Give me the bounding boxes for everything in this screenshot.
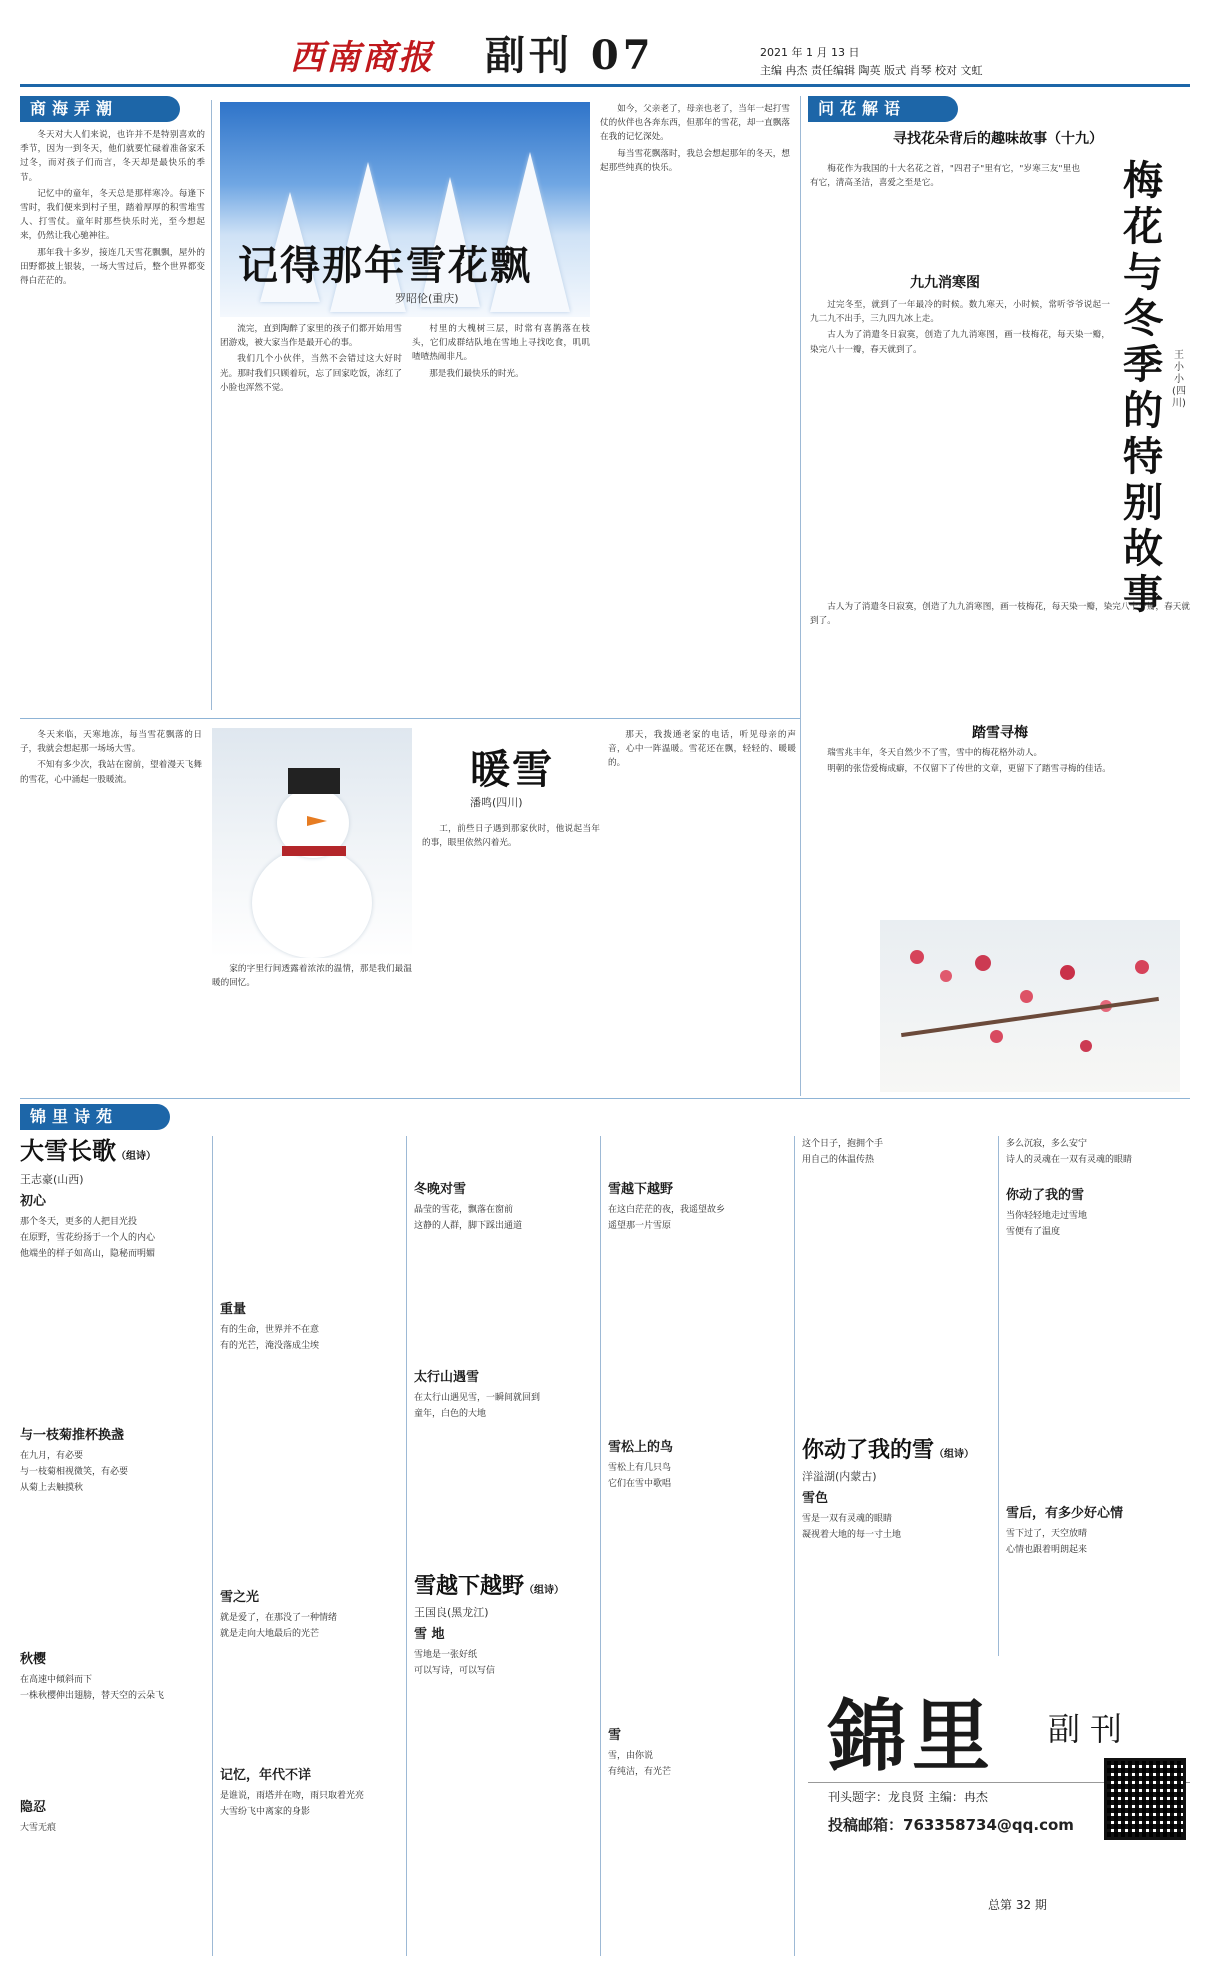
article3-sub2-text: 瑞雪兆丰年，冬天自然少不了雪，雪中的梅花格外动人。 明朝的张岱爱梅成癖，不仅留下了传世的文章，更留下了踏雪寻梅的佳话。 — [827, 748, 1111, 775]
issue-date: 2021 年 1 月 13 日 — [760, 46, 860, 59]
article2-col1: 冬天来临，天寒地冻，每当雪花飘落的日子，我就会想起那一场场大雪。 不知有多少次，我站在窗前，望着漫天飞舞的雪花，心中涌起一股暖流。 — [20, 730, 202, 785]
page-number: 副刊 07 — [485, 32, 655, 79]
poem-col-5: 这个日子，抱拥个手 用自己的体温传热 你动了我的雪（组诗） 洋溢湖(内蒙古) 雪色 雪是一双有灵魂的眼睛 凝视着大地的每一寸土地 — [802, 1136, 992, 1656]
poem1-title: 大雪长歌 — [20, 1136, 116, 1165]
article3-title: 梅花与冬季的特别故事 — [1123, 157, 1163, 618]
brand-box — [808, 1664, 1190, 1914]
section-head-shanghai: 商海弄潮 — [20, 96, 180, 122]
poem-col-2: 重量 有的生命，世界并不在意 有的光芒，淹没落成尘埃 雪之光 就是爱了，在那没了一种情绪 就是走向大地最后的光芒 记忆，年代不详 是谁说，雨塔并在吻，雨只取着光亮 大雪纷飞中离家的身影 — [220, 1302, 365, 1817]
poem-col-4: 雪越下越野 在这白茫茫的夜，我遥望故乡 遥望那一片雪原 雪松上的鸟 雪松上有几只鸟 它们在雪中歌唱 雪 雪，由你说 有纯洁，有光芒 — [608, 1182, 726, 1777]
brand-sub: 副刊 — [1048, 1710, 1133, 1748]
article3-sub1-text: 过完冬至，就到了一年最冷的时候。数九寒天，小时候，常听爷爷说起一九二九不出手，三九四九冰上走。 古人为了消遣冬日寂寞，创造了九九消寒图，画一枝梅花，每天染一瓣，染完八十一瓣，春天就到了。 — [810, 300, 1110, 355]
article1-col4: 如今，父亲老了，母亲也老了，当年一起打雪仗的伙伴也各奔东西，但那年的雪花，却一直飘落在我的记忆深处。 每当雪花飘落时，我总会想起那年的冬天，想起那些纯真的快乐。 — [600, 104, 790, 173]
email-line: 投稿邮箱：763358734@qq.com — [828, 1816, 1074, 1834]
article2-col2: 家的字里行间透露着浓浓的温情，那是我们最温暖的回忆。 — [212, 964, 412, 989]
article2-col4: 那天，我拨通老家的电话，听见母亲的声音，心中一阵温暖。雪花还在飘，轻轻的、暖暖的。 — [608, 730, 796, 769]
article2-col3: 工，前些日子遇到那家伙时，他说起当年的事，眼里依然闪着光。 — [422, 824, 600, 849]
poem-col-3: 冬晚对雪 晶莹的雪花，飘落在窗前 这静的人群，脚下踩出通道 太行山遇雪 在太行山遇见雪，一瞬间就回到 童年，白色的大地 雪越下越野（组诗） 王国良(黑龙江) 雪 地 雪地是一张好纸 可以写诗，可以写信 — [414, 1136, 594, 1956]
article2-byline: 潘鸣(四川) — [470, 796, 523, 809]
article3-intro: 梅花作为我国的十大名花之首，"四君子"里有它，"岁寒三友"里也有它，清高圣洁，喜爱之至是它。 — [810, 164, 1080, 189]
masthead-logo: 西南商报 — [290, 38, 434, 78]
article2-title: 暖雪 — [470, 746, 554, 793]
qr-code[interactable] — [1104, 1758, 1186, 1840]
poem3-title: 雪越下越野 — [414, 1573, 525, 1599]
poem5-byline: 洋溢湖(内蒙古) — [802, 1470, 877, 1483]
article1-byline: 罗昭伦(重庆) — [395, 292, 459, 305]
masthead-rule — [20, 84, 1190, 87]
article1-col1: 冬天对大人们来说，也许并不是特别喜欢的季节，因为一到冬天，他们就要忙碌着准备家禾过冬，而对孩子们而言，冬天却是最快乐的季节。 记忆中的童年，冬天总是那样寒冷。每逢下雪时，我们便来到村子里，踏着厚厚的积雪堆雪人、打雪仗。童年时那些快乐时光，至今想起来，仍然让我心驰神往。 那年我十多岁，接连几天雪花飘飘，屋外的田野都披上银装，一场大雪过后，整个世界都变得白茫茫的。 — [20, 130, 205, 287]
section-head-wenhua: 问花解语 — [808, 96, 958, 122]
poem1-byline: 王志豪(山西) — [20, 1173, 84, 1186]
article1-title: 记得那年雪花飘 — [238, 242, 532, 289]
staff-credits: 主编 冉杰 责任编辑 陶英 版式 肖琴 校对 文虹 — [760, 64, 983, 77]
snowman-photo — [212, 728, 412, 958]
plum-blossom-photo — [880, 920, 1180, 1092]
article3-sub1: 九九消寒图 — [910, 275, 980, 291]
masthead-info — [760, 44, 1120, 84]
poem-col-1: 大雪长歌（组诗） 王志豪(山西) 初心 那个冬天，更多的人把目光投 在原野，雪花纷扬于一个人的内心 他端坐的样子如高山，隐秘而明媚 与一枝菊推杯换盏 在九月，有必要 与一枝菊相视微笑，有必要 从菊上去触摸秋 秋樱 在高速中傾斜而下 一株秋樱伸出翅膀，替天空的云朵飞 隐忍 大雪无痕 — [20, 1136, 205, 1956]
poem-col-6: 多么沉寂，多么安宁 诗人的灵魂在一双有灵魂的眼睛 你动了我的雪 当你轻轻地走过雪地 雪便有了温度 雪后，有多少好心情 雪下过了，天空放晴 心情也跟着明朗起来 — [1006, 1139, 1133, 1555]
article3-continue: 古人为了消遣冬日寂寞，创造了九九消寒图，画一枝梅花，每天染一瓣，染完八十一瓣，春天就到了。 — [810, 602, 1190, 627]
article3-byline: 王小小(四川) — [1172, 350, 1186, 409]
issue-number: 总第 32 期 — [988, 1898, 1047, 1912]
article3-sub2: 踏雪寻梅 — [972, 725, 1028, 741]
poem5-title: 你动了我的雪 — [802, 1437, 935, 1463]
article1-col3: 村里的大槐树三层，时常有喜鹊落在枝头，它们成群结队地在雪地上寻找吃食，叽叽喳喳热闹非凡。 那是我们最快乐的时光。 — [412, 324, 590, 379]
editor-line: 刊头题字：龙良贤 主编：冉杰 — [828, 1790, 988, 1804]
poem3-byline: 王国良(黑龙江) — [414, 1606, 489, 1619]
article1-col2: 流完，直到陶醉了家里的孩子们都开始用雪团游戏，被大家当作是最开心的事。 我们几个小伙伴，当然不会错过这大好时光。那时我们只顾着玩，忘了回家吃饭，冻红了小脸也浑然不觉。 — [220, 324, 402, 393]
section-head-jinli: 锦里诗苑 — [20, 1104, 170, 1130]
article3-series: 寻找花朵背后的趣味故事（十九） — [893, 131, 1103, 147]
brand-name: 錦里 — [828, 1691, 997, 1782]
